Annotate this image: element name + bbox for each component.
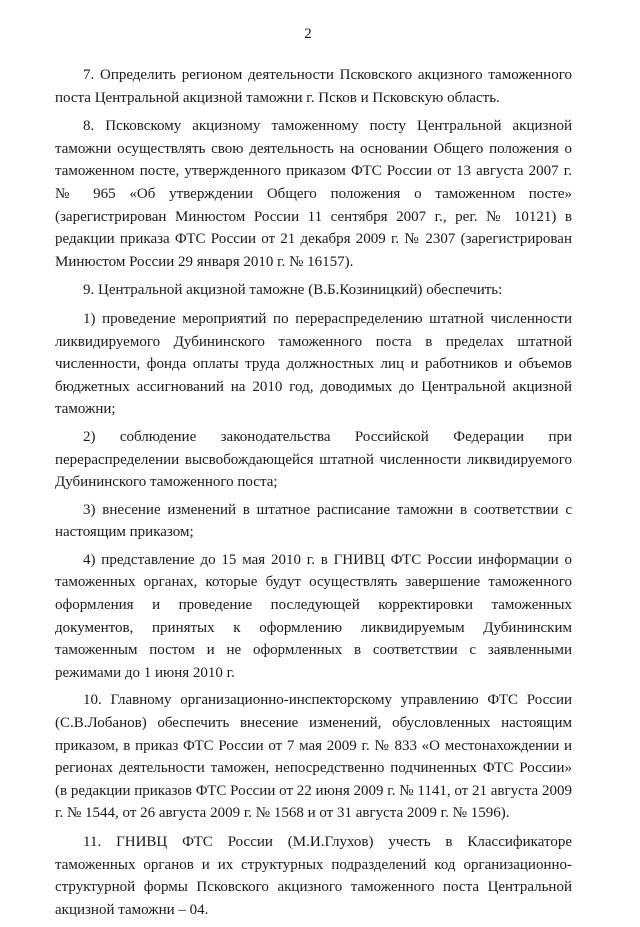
- document-body: [55, 64, 572, 927]
- paragraph-9-item-2: 2) соблюдение законодательства Российской Федерации при перераспределении высвобождающейся штатной численности ликвидируемого Дубининского таможенного поста;: [55, 428, 572, 491]
- paragraph-7: 7. Определить регионом деятельности Псковского акцизного таможенного поста Центральной акцизной таможни г. Псков и Псковскую область.: [55, 67, 572, 106]
- paragraph-9-item-3: 3) внесение изменений в штатное расписание таможни в соответствии с настоящим приказом;: [55, 501, 572, 541]
- paragraph-11: 11. ГНИВЦ ФТС России (М.И.Глухов) учесть в Классификаторе таможенных органов и их структурных подразделений код организационно-структурной формы Псковского акцизного таможенного поста Центральной акцизной таможни – 04.: [55, 834, 572, 918]
- page-number: 2: [304, 26, 312, 42]
- paragraph-9: 9. Центральной акцизной таможне (В.Б.Козиницкий) обеспечить:: [83, 282, 503, 299]
- paragraph-9-item-4: 4) представление до 15 мая 2010 г. в ГНИВЦ ФТС России информации о таможенных органах, которые будут осуществлять завершение таможенного оформления и проведение последующей корректировки таможенных документов, принятых к оформлению ликвидируемым Дубининским таможенным постом и не оформленных в соответствии с заявленными режимами до 1 июня 2010 г.: [55, 551, 572, 681]
- paragraph-10: 10. Главному организационно-инспекторскому управлению ФТС России (С.В.Лобанов) обеспечить внесение изменений, обусловленных настоящим приказом, в приказ ФТС России от 7 мая 2009 г. № 833 «О местонахождении и регионах деятельности таможен, непосредственно подчиненных ФТС России» (в редакции приказов ФТС России от 22 июня 2009 г. № 1141, от 21 августа 2009 г. № 1544, от 26 августа 2009 г. № 1568 и от 31 августа 2009 г. № 1596).: [55, 692, 572, 822]
- paragraph-9-item-1: 1) проведение мероприятий по перераспределению штатной численности ликвидируемого Дубининского таможенного поста в пределах штатной численности, фонда оплаты труда должностных лиц и работников и объемов бюджетных ассигнований на 2010 год, доводимых до Центральной акцизной таможни;: [55, 310, 572, 418]
- paragraph-8: 8. Псковскому акцизному таможенному посту Центральной акцизной таможни осуществлять свою деятельность на основании Общего положения о таможенном посте, утвержденного приказом ФТС России от 13 августа 2007 г. № 965 «Об утверждении Общего положения о таможенном посте» (зарегистрирован Минюстом России 11 сентября 2007 г., рег. № 10121) в редакции приказа ФТС России от 21 декабря 2009 г. № 2307 (зарегистрирован Минюстом России 29 января 2010 г. № 16157).: [55, 118, 572, 270]
